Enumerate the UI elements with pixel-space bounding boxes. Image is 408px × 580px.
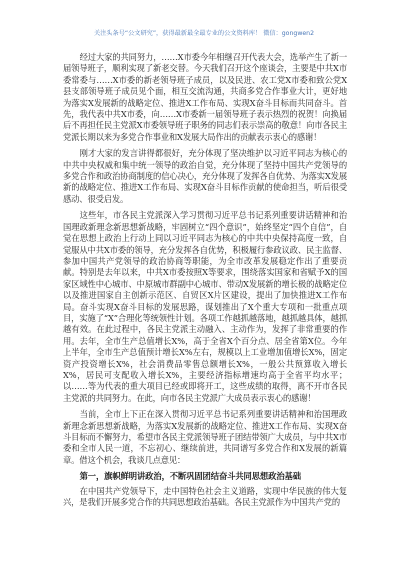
paragraph-achievements: 这些年，市各民主党派深入学习贯彻习近平总书记系列重要讲话精神和治国理政新理念新思想新战略，牢固树立“四个意识”，始终坚定“四个自信”，自觉在思想上政治上行动上同以习近平同志为核心的中共中央保持高度一致，自觉服从中共X市委的领导，充分发挥各自优势，积极履行参政议政、民主监督、参加中国共产党领导的政治协商等职能，为全市改革发展稳定作出了重要贡献。特别是去年以来，中共X市委按照X等要求，围绕落实国家和省赋予X的国家区域性中心城市、中原城市群副中心城市、带动X发展新的增长极的战略定位以及推进国家自主创新示范区、自贸区X片区建设，提出了加快推进X工作布局。奋斗实现X奋斗目标的发展思路，谋划推出了X个重大专项和一批重点项目，实施了“X”合理化等统领性计划。各项工作越抓越落地，越抓越具体，越抓越有效。在此过程中，各民主党派主动融入、主动作为，发挥了非常重要的作用。去年，全市生产总值增长X%，高于全省X个百分点、居全省第X位。今年上半年，全市生产总值预计增长X%左右，规模以上工业增加值增长X%，固定资产投资增长X%，社会消费品零售总额增长X%，一般公共预算收入增长X%，居民可支配收入增长X%，主要经济指标增速均高于全省平均水平；以……等为代表的重大项目已经或即将开工，这些成绩的取得，离不开市各民主党派的共同努力。在此，向市各民主党派广大成员表示衷心的感谢！ xyxy=(63,210,347,403)
header-banner: 关注头条号“公文研究”，获得最新最全最专业的公文资料库！ 微信：gongwen2 xyxy=(93,30,315,37)
paragraph-feedback: 刚才大家的发言讲得都很好，充分体现了坚决维护以习近平同志为核心的中共中央权威和集中统一领导的政治自觉，充分体现了坚持中国共产党领导的多党合作和政治协商制度的信心决心，充分体现了发挥各自优势、为落实X发展新的战略定位、推进X工作布局、实现X奋斗目标作贡献的使命担当，听后很受感动、很受启发。 xyxy=(63,148,347,204)
section-heading: 第一，旗帜鲜明讲政治，不断巩固团结奋斗共同思想政治基础 xyxy=(79,471,301,482)
paragraph-closing: 在中国共产党领导下，走中国特色社会主义道路，实现中华民族的伟大复兴，是我们开展多党合作的共同思想政治基础。各民主党派作为中国共产党的 xyxy=(63,485,347,508)
paragraph-opening: 经过大家的共同努力，……X市委今年相继召开代表大会，选举产生了新一届领导班子，顺利实现了新老交替。今天我们召开这个座谈会，主要是中共X市委常委与……X市委的新老领导班子成员，以及民进、农工党X市委和致公党X县支部领导班子成员见个面，相互交流沟通，共商多党合作事业大计，更好地为落实X发展新的战略定位、推进X工作布局、实现X奋斗目标而共同奋斗。首先，我代表中共X市委，向……X市委新一届领导班子表示热烈的祝贺！向换届后不再担任民主党派X市委领导班子职务的同志们表示崇高的敬意！向市各民主党派长期以来为多党合作事业和X发展大局作出的贡献表示衷心的感谢！ xyxy=(63,52,347,142)
document-body xyxy=(63,52,347,513)
paragraph-outlook: 当前，全市上下正在深入贯彻习近平总书记系列重要讲话精神和治国理政新理念新思想新战略，为落实X发展新的战略定位、推进X工作布局、实现X奋斗目标而不懈努力，希望市各民主党派领导班子团结带领广大成员，与中共X市委和全市人民一道，不忘初心、继续前进，共同谱写多党合作和X发展的新篇章。借这个机会，我谈几点意见： xyxy=(63,409,347,465)
